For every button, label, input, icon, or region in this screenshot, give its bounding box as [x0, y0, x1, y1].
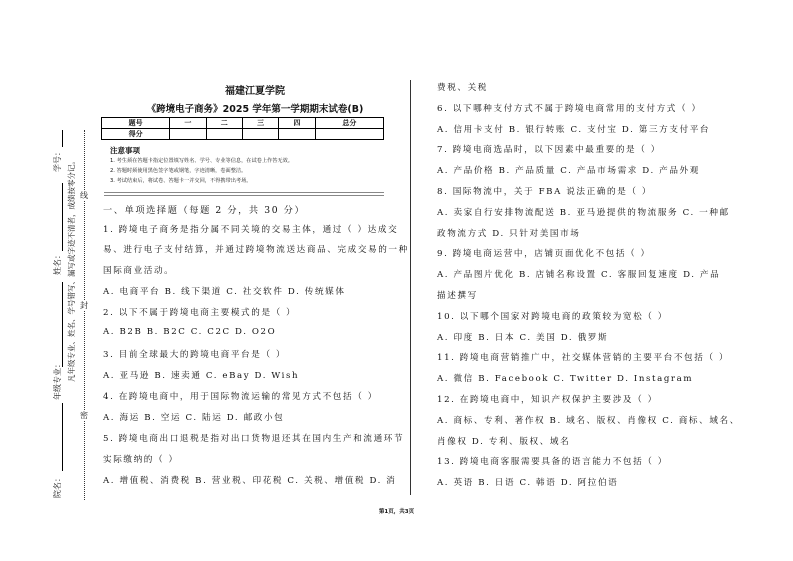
question-line: 实际缴纳的（ ）: [103, 455, 179, 465]
question-line: 易、进行电子支付结算，并通过跨境物流送达商品、完成交易的一种: [103, 245, 409, 255]
score-cell: [170, 129, 206, 140]
question-line: A. 海运 B. 空运 C. 陆运 D. 邮政小包: [103, 413, 285, 423]
question-line: 4. 在跨境电商中，用于国际物流运输的常见方式不包括（ ）: [103, 392, 378, 402]
note-item: 2. 答题时须使用黑色签字笔或钢笔，字迹清晰，卷面整洁。: [110, 168, 247, 174]
question-line: 3. 目前全球最大的跨境电商平台是（ ）: [103, 350, 287, 360]
seal-line: [84, 130, 85, 500]
score-cell: [242, 129, 278, 140]
student-id-underline: [62, 130, 63, 147]
score-table-score-row: [102, 129, 384, 140]
note-item: 3. 考试结束后，将试卷、答题卡一并交回，不得携带出考场。: [110, 178, 252, 184]
question-line: 9. 跨境电商运营中，店铺页面优化不包括（ ）: [437, 249, 651, 260]
score-table-header-row: [102, 118, 384, 129]
exam-title: 《跨境电子商务》2025 学年第一学期期末试卷(B): [146, 104, 364, 115]
question-line: 1. 跨境电子商务是指分属不同关境的交易主体，通过（ ）达成交: [103, 225, 399, 235]
name-underline: [62, 183, 63, 251]
question-line: 13. 跨境电商客服需要具备的语言能力不包括（ ）: [437, 457, 669, 468]
school-name: 福建江夏学院: [225, 86, 285, 97]
question-line: A. 产品图片优化 B. 店铺名称设置 C. 客服回复速度 D. 产品: [437, 270, 721, 281]
question-line: A. 印度 B. 日本 C. 美国 D. 俄罗斯: [437, 332, 609, 343]
question-line: A. 亚马逊 B. 速卖通 C. eBay D. Wish: [103, 371, 300, 381]
page-footer: 第1页，共3页: [378, 509, 415, 515]
score-cell: [279, 129, 315, 140]
row-label: 得分: [102, 129, 170, 140]
binding-warning: 凡年级专业、姓名、学号错写、漏写或字迹不清者，成绩按零分记。: [67, 157, 76, 382]
seal-char-1: 密: [80, 411, 88, 420]
question-line: 国际商业活动。: [103, 266, 175, 276]
section-divider: [104, 192, 384, 196]
question-line: 2. 以下不属于跨境电商主要模式的是（ ）: [103, 308, 297, 318]
header-cell: 三: [242, 118, 278, 129]
header-cell: 题号: [102, 118, 170, 129]
grade-major-underline: [62, 282, 63, 367]
question-line: 5. 跨境电商出口退税是指对出口货物退还其在国内生产和流通环节: [103, 434, 405, 444]
score-cell: [315, 129, 383, 140]
question-line: 6. 以下哪种支付方式不属于跨境电商常用的支付方式（ ）: [437, 103, 702, 114]
notes-title: 注意事项: [110, 146, 140, 155]
question-line: 描述撰写: [437, 291, 478, 301]
question-line: 费税、关税: [437, 83, 488, 93]
header-cell: 总分: [315, 118, 383, 129]
college-label: 院名：: [53, 474, 62, 498]
question-line: A. B2B B. B2C C. C2C D. O2O: [103, 327, 277, 337]
question-line: A. 产品价格 B. 产品质量 C. 产品市场需求 D. 产品外观: [437, 166, 700, 177]
college-underline: [62, 403, 63, 471]
question-line: A. 微信 B. Facebook C. Twitter D. Instagram: [437, 374, 694, 385]
score-cell: [206, 129, 242, 140]
question-line: A. 商标、专利、著作权 B. 域名、版权、肖像权 C. 商标、域名、: [437, 415, 740, 426]
question-line: 11. 跨境电商营销推广中，社交媒体营销的主要平台不包括（ ）: [437, 353, 730, 364]
question-line: 7. 跨境电商选品时，以下因素中最重要的是（ ）: [437, 145, 661, 156]
question-line: 肖像权 D. 专利、版权、域名: [437, 436, 571, 447]
question-line: 政物流方式 D. 只针对美国市场: [437, 228, 581, 239]
note-item: 1. 考生须在答题卡指定位置填写姓名、学号、专业等信息，在试卷上作答无效。: [110, 158, 293, 164]
score-table: [101, 117, 384, 140]
seal-char-3: 线: [80, 191, 88, 200]
student-id-label: 学号：: [53, 148, 62, 172]
name-label: 姓名：: [53, 251, 62, 275]
question-line: 10. 以下哪个国家对跨境电商的政策较为宽松（ ）: [437, 311, 669, 322]
question-line: A. 英语 B. 日语 C. 韩语 D. 阿拉伯语: [437, 478, 619, 489]
section-heading: 一、单项选择题（每题 2 分，共 30 分）: [103, 205, 306, 216]
column-divider: [410, 80, 411, 495]
header-cell: 四: [279, 118, 315, 129]
question-line: A. 卖家自行安排物流配送 B. 亚马逊提供的物流服务 C. 一种邮: [437, 207, 730, 218]
seal-char-2: 封: [80, 301, 88, 310]
question-line: A. 电商平台 B. 线下渠道 C. 社交软件 D. 传统媒体: [103, 287, 346, 297]
grade-major-label: 年级专业：: [53, 360, 62, 400]
question-line: A. 增值税、消费税 B. 营业税、印花税 C. 关税、增值税 D. 消: [103, 476, 397, 486]
question-line: A. 信用卡支付 B. 银行转账 C. 支付宝 D. 第三方支付平台: [437, 124, 711, 135]
header-cell: 一: [170, 118, 206, 129]
header-cell: 二: [206, 118, 242, 129]
question-line: 12. 在跨境电商中，知识产权保护主要涉及（ ）: [437, 395, 658, 405]
question-line: 8. 国际物流中，关于 FBA 说法正确的是（ ）: [437, 187, 653, 197]
